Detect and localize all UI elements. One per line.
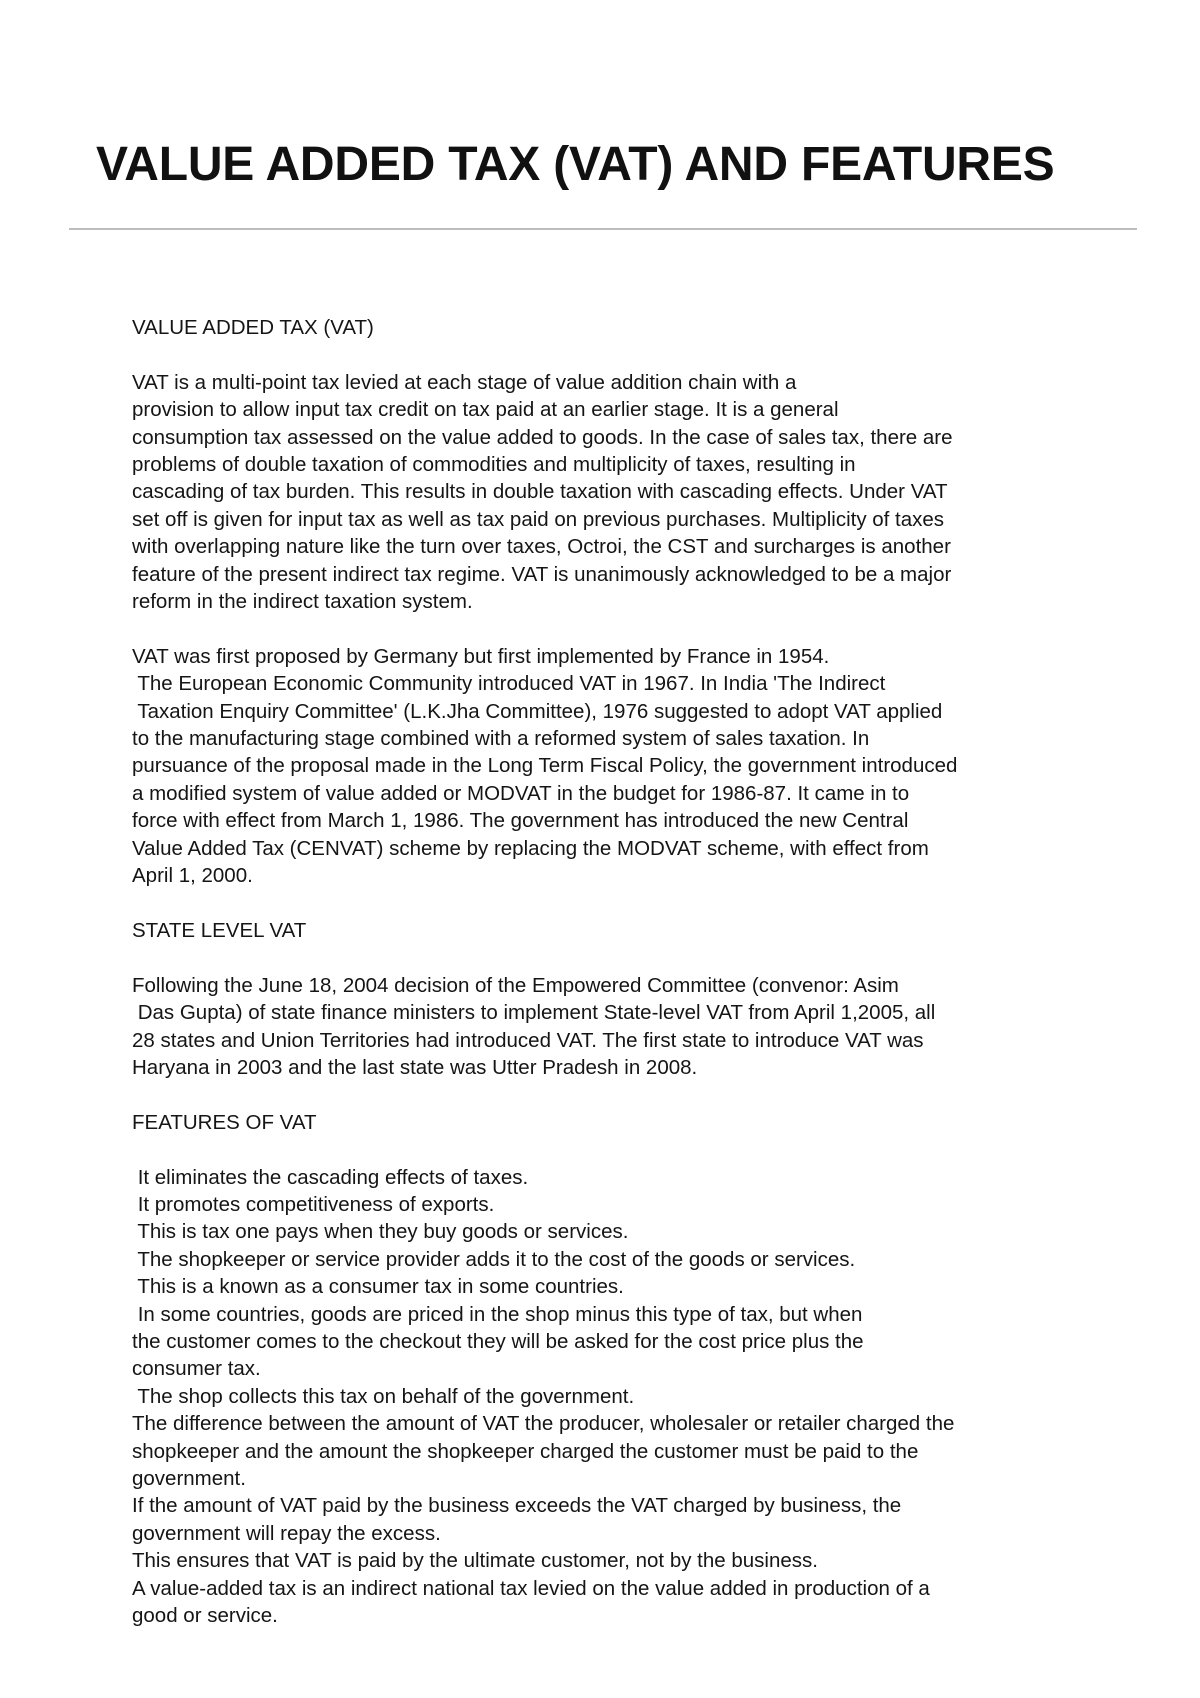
text-line: consumption tax assessed on the value added to goods. In the case of sales tax, there are	[132, 425, 953, 449]
text-line: to the manufacturing stage combined with a reformed system of sales taxation. In	[132, 727, 870, 751]
text-line: cascading of tax burden. This results in double taxation with cascading effects. Under VAT	[132, 480, 948, 504]
text-line: April 1, 2000.	[132, 864, 253, 888]
text-line: Following the June 18, 2004 decision of the Empowered Committee (convenor: Asim	[132, 973, 899, 997]
text-line: provision to allow input tax credit on tax paid at an earlier stage. It is a general	[132, 398, 839, 422]
text-line: force with effect from March 1, 1986. The government has introduced the new Central	[132, 809, 909, 833]
text-line: with overlapping nature like the turn over taxes, Octroi, the CST and surcharges is another	[132, 535, 951, 559]
text-line: Das Gupta) of state finance ministers to implement State-level VAT from April 1,2005, all	[132, 1001, 936, 1025]
document-body	[132, 314, 1142, 1629]
feature-line: government will repay the excess.	[132, 1521, 441, 1545]
text-line: Haryana in 2003 and the last state was Utter Pradesh in 2008.	[132, 1055, 698, 1079]
feature-line: This ensures that VAT is paid by the ultimate customer, not by the business.	[132, 1549, 818, 1573]
text-line: 28 states and Union Territories had introduced VAT. The first state to introduce VAT was	[132, 1028, 924, 1052]
section-heading-features: FEATURES OF VAT	[132, 1110, 317, 1134]
document-title: VALUE ADDED TAX (VAT) AND FEATURES	[96, 138, 1055, 191]
text-line: feature of the present indirect tax regime. VAT is unanimously acknowledged to be a major	[132, 562, 952, 586]
feature-line: In some countries, goods are priced in the shop minus this type of tax, but when	[132, 1302, 863, 1326]
feature-line: The shopkeeper or service provider adds it to the cost of the goods or services.	[132, 1247, 856, 1271]
feature-line: If the amount of VAT paid by the business exceeds the VAT charged by business, the	[132, 1494, 902, 1518]
text-line: set off is given for input tax as well as tax paid on previous purchases. Multiplicity of taxes	[132, 507, 945, 531]
paragraph-vat-definition	[132, 369, 1142, 616]
paragraph-vat-history	[132, 643, 1142, 890]
title-divider	[69, 228, 1137, 230]
feature-line: A value-added tax is an indirect national tax levied on the value added in production of a	[132, 1576, 930, 1600]
text-line: The European Economic Community introduced VAT in 1967. In India 'The Indirect	[132, 672, 886, 696]
text-line: Value Added Tax (CENVAT) scheme by replacing the MODVAT scheme, with effect from	[132, 836, 929, 860]
feature-line: The difference between the amount of VAT the producer, wholesaler or retailer charged the	[132, 1412, 955, 1436]
text-line: problems of double taxation of commodities and multiplicity of taxes, resulting in	[132, 453, 856, 477]
text-line: reform in the indirect taxation system.	[132, 590, 473, 614]
text-line: VAT is a multi-point tax levied at each stage of value addition chain with a	[132, 370, 797, 394]
feature-line: It eliminates the cascading effects of taxes.	[132, 1165, 529, 1189]
feature-line: consumer tax.	[132, 1357, 261, 1381]
text-line: pursuance of the proposal made in the Long Term Fiscal Policy, the government introduced	[132, 754, 958, 778]
feature-line: This is tax one pays when they buy goods or services.	[132, 1220, 629, 1244]
feature-line: good or service.	[132, 1604, 278, 1627]
paragraph-state-level-vat	[132, 972, 1142, 1082]
text-line: Taxation Enquiry Committee' (L.K.Jha Committee), 1976 suggested to adopt VAT applied	[132, 699, 943, 723]
section-heading-vat: VALUE ADDED TAX (VAT)	[132, 316, 374, 339]
feature-line: government.	[132, 1466, 246, 1490]
text-line: VAT was first proposed by Germany but first implemented by France in 1954.	[132, 644, 830, 668]
section-heading-state-level-vat: STATE LEVEL VAT	[132, 918, 307, 942]
text-line: a modified system of value added or MODVAT in the budget for 1986-87. It came in to	[132, 781, 910, 805]
feature-line: The shop collects this tax on behalf of the government.	[132, 1384, 635, 1408]
feature-line: shopkeeper and the amount the shopkeeper charged the customer must be paid to the	[132, 1439, 919, 1463]
feature-line: It promotes competitiveness of exports.	[132, 1192, 495, 1216]
feature-line: the customer comes to the checkout they will be asked for the cost price plus the	[132, 1329, 864, 1353]
feature-line: This is a known as a consumer tax in some countries.	[132, 1275, 624, 1299]
features-list	[132, 1164, 1142, 1630]
